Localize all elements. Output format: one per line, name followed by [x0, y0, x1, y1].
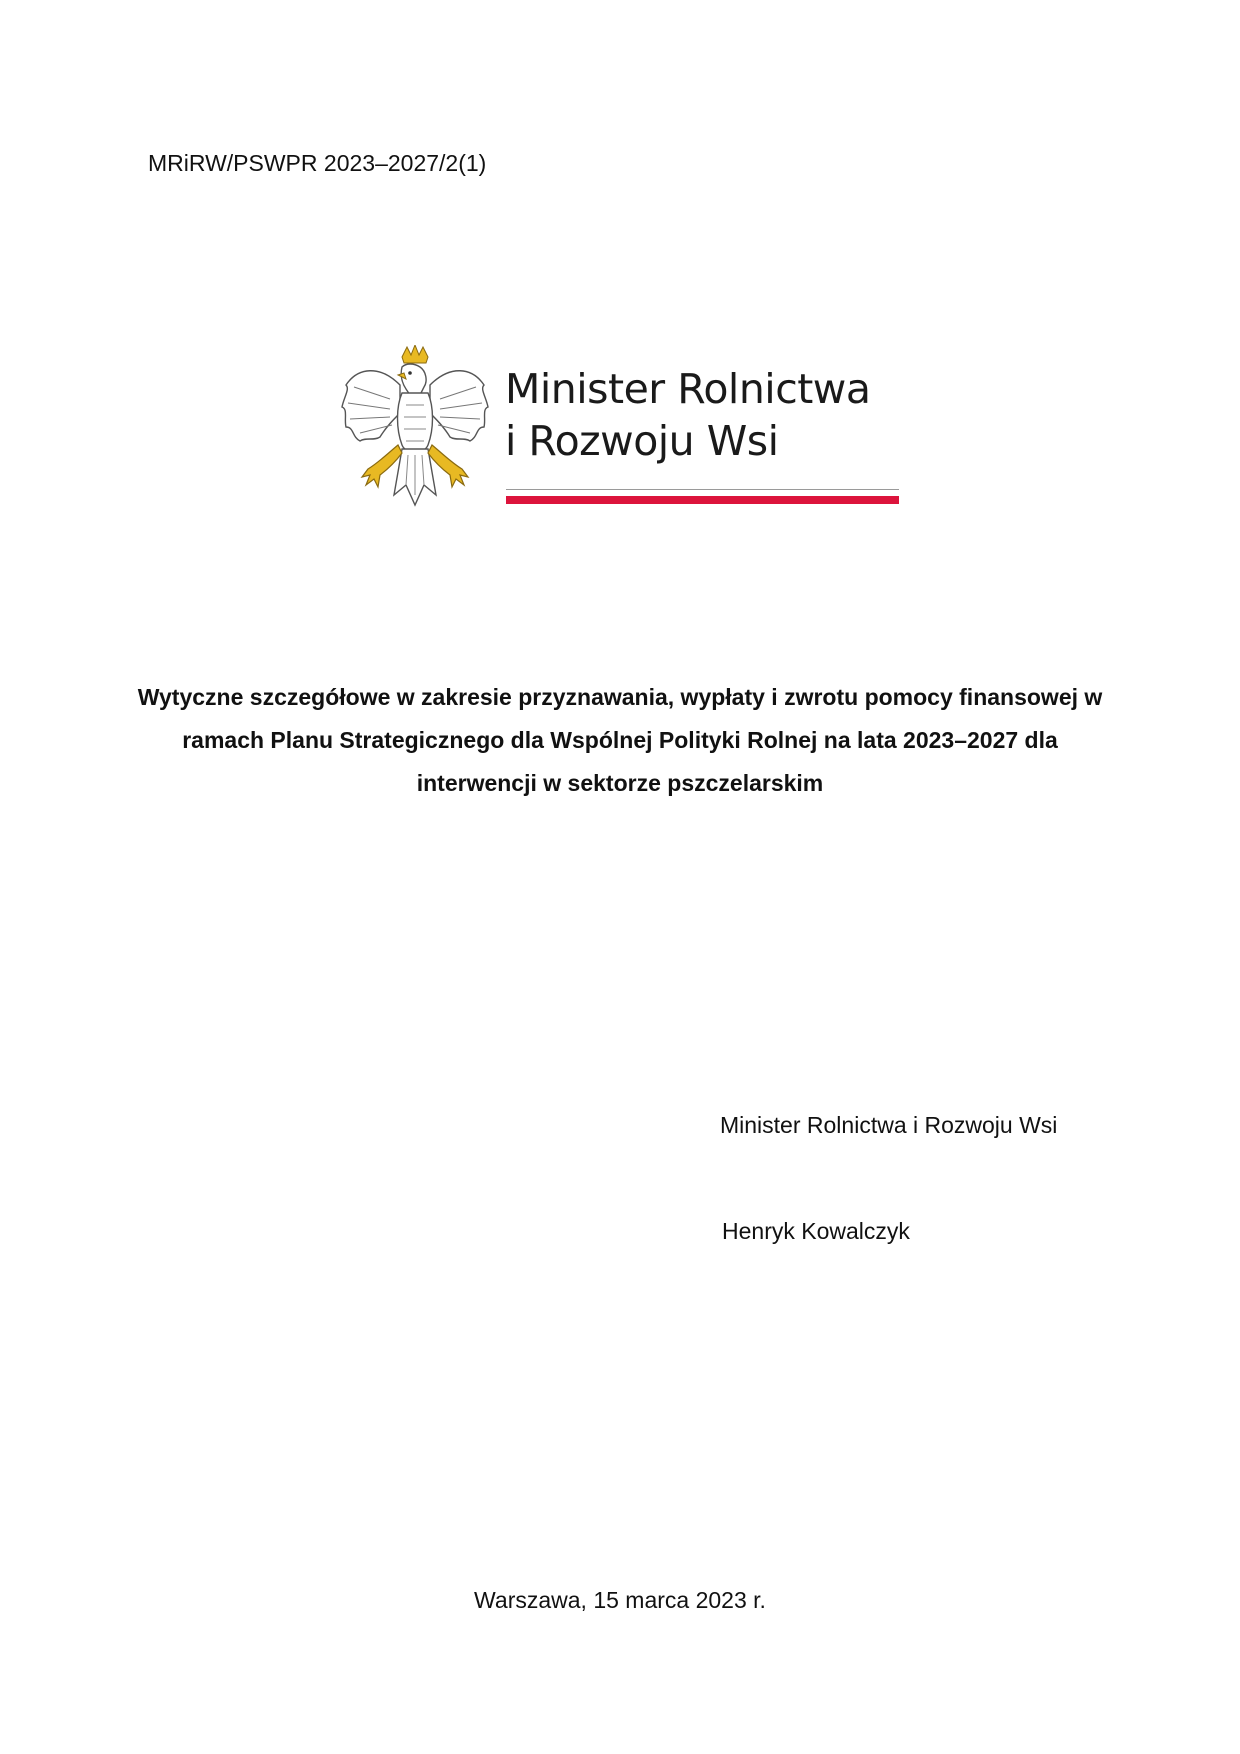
ministry-logo: [340, 345, 910, 515]
document-title: Wytyczne szczegółowe w zakresie przyznawania, wypłaty i zwrotu pomocy finansowej w ramach Planu Strategicznego dla Wspólnej Polityki Rolnej na lata 2023–2027 dla interwencji w sektorze pszczelarskim: [137, 684, 1103, 796]
place-and-date: Warszawa, 15 marca 2023 r.: [474, 1587, 766, 1613]
document-reference-number: MRiRW/PSWPR 2023–2027/2(1): [148, 150, 487, 176]
signer-name: Henryk Kowalczyk: [722, 1218, 910, 1244]
logo-divider-line: [506, 489, 899, 490]
ministry-name-line-1: Minister Rolnictwa: [505, 365, 871, 413]
logo-red-stripe: [506, 496, 899, 504]
ministry-name: [505, 363, 870, 467]
polish-eagle-emblem-icon: [340, 345, 490, 515]
ministry-name-line-2: i Rozwoju Wsi: [505, 417, 779, 465]
signer-title: Minister Rolnictwa i Rozwoju Wsi: [720, 1112, 1058, 1138]
